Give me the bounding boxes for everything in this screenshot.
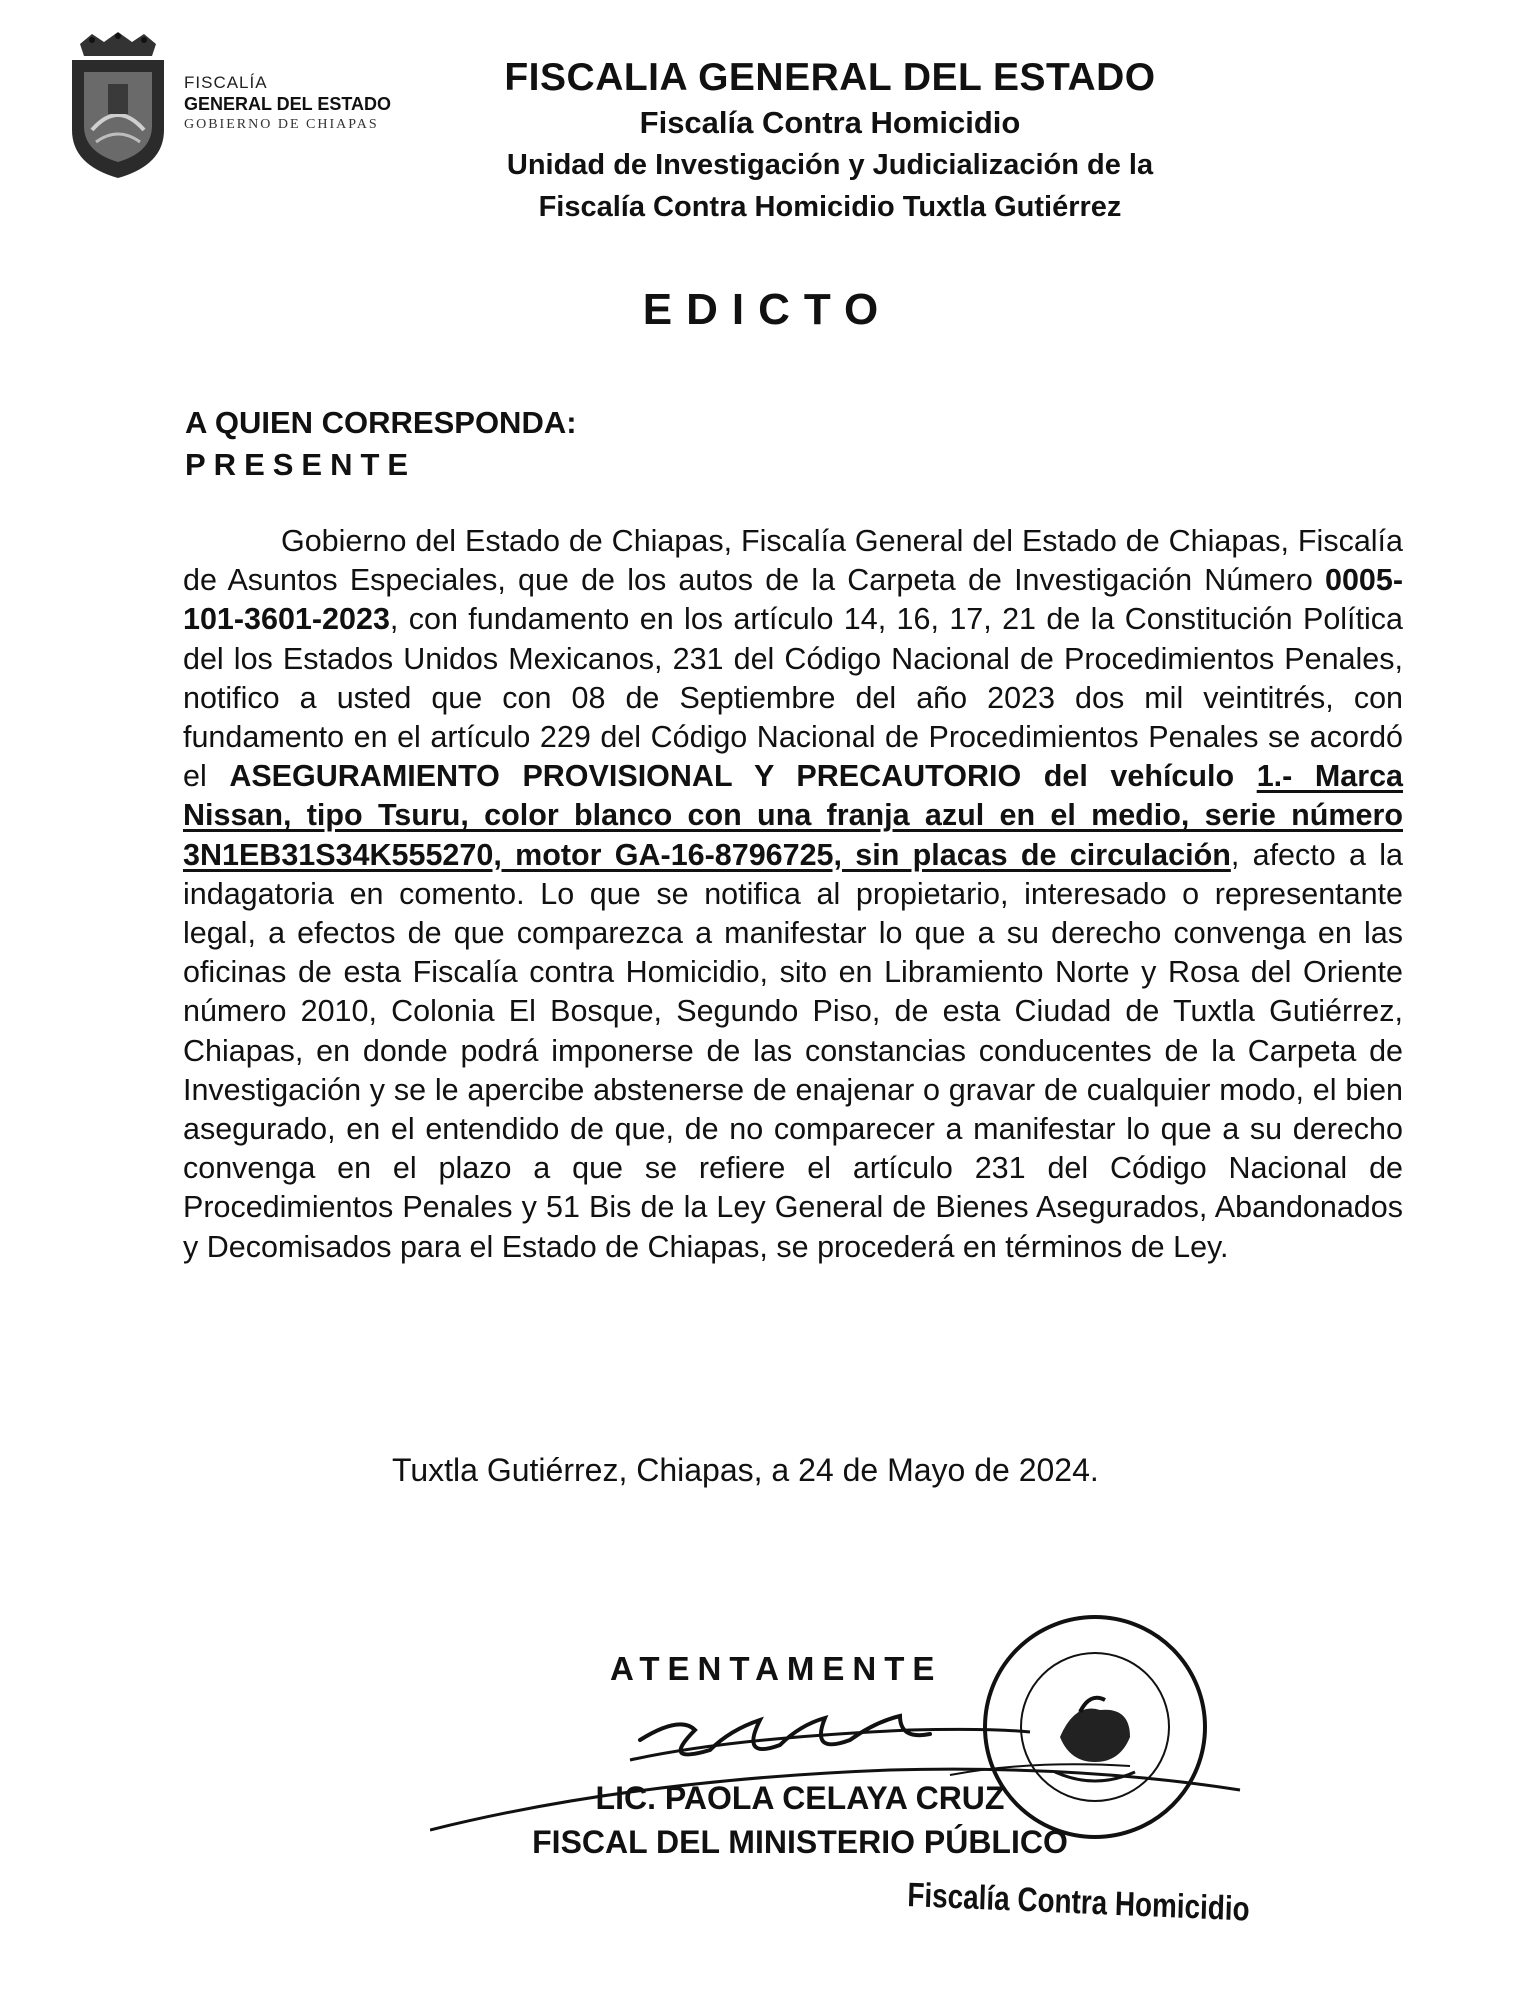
signer-block <box>490 1776 1110 1864</box>
signer-name: LIC. PAOLA CELAYA CRUZ <box>595 1780 1005 1816</box>
logo-line-1: FISCALÍA <box>184 73 268 92</box>
body-part-3: , afecto a la indagatoria en comento. Lo que se notifica al propietario, interesado o representante legal, a efectos de que comparezca a manifestar lo que a su derecho convenga en las oficinas de esta Fiscalía contra Homicidio, sito en Libramiento Norte y Rosa del Oriente número 2010, Colonia El Bosque, Segundo Piso, de esta Ciudad de Tuxtla Gutiérrez, Chiapas, en donde podrá imponerse de las constancias conducentes de la Carpeta de Investigación y se le apercibe abstenerse de enajenar o gravar de cualquier modo, el bien asegurado, en el entendido de que, de no comparecer a manifestar lo que a su derecho convenga en el plazo a que se refiere el artículo 231 del Código Nacional de Procedimientos Penales y 51 Bis de la Ley General de Bienes Asegurados, Abandonados y Decomisados para el Estado de Chiapas, se procederá en términos de Ley. <box>183 837 1404 1264</box>
edict-body <box>183 522 1403 1267</box>
letterhead <box>380 54 1280 228</box>
header-unit-line-2: Fiscalía Contra Homicidio Tuxtla Gutiérrez <box>538 191 1122 223</box>
body-part-1: Gobierno del Estado de Chiapas, Fiscalía General del Estado de Chiapas, Fiscalía de Asuntos Especiales, que de los autos de la Carpeta de Investigación Número <box>183 524 1403 598</box>
place-date: Tuxtla Gutiérrez, Chiapas, a 24 de Mayo de 2024. <box>392 1452 1099 1488</box>
addressee-presente: PRESENTE <box>185 447 417 482</box>
addressee-to: A QUIEN CORRESPONDA: <box>185 405 577 440</box>
body-part-2: , con fundamento en los artículo 14, 16, 17, 21 de la Constitución Política del los Estados Unidos Mexicanos, 231 del Código Nacional de Procedimientos Penales, notifico a usted que con 08 de Septiembre del año 2023 dos mil veintitrés, con fundamento en el artículo 229 del Código Nacional de Procedimientos Penales se acordó el <box>183 602 1403 794</box>
coat-of-arms-icon <box>62 30 174 180</box>
case-number: 0005-101-3601-2023 <box>183 563 1403 637</box>
header-unit-line-1: Unidad de Investigación y Judicialización de la <box>506 149 1154 181</box>
office-stamp: Fiscalía Contra Homicidio <box>906 1876 1251 1929</box>
vehicle-description: 1.- Marca Nissan, tipo Tsuru, color blanco con una franja azul en el medio, serie número 3N1EB31S34K555270, motor GA-16-8796725, sin placas de circulación <box>183 759 1404 872</box>
addressee <box>185 402 577 486</box>
closing: ATENTAMENTE <box>610 1650 943 1687</box>
measure-text: ASEGURAMIENTO PROVISIONAL Y PRECAUTORIO del vehículo <box>229 759 1257 794</box>
header-subtitle: Fiscalía Contra Homicidio <box>639 105 1021 140</box>
document-title: EDICTO <box>642 285 893 334</box>
signer-role: FISCAL DEL MINISTERIO PÚBLICO <box>532 1824 1068 1860</box>
logo-text <box>184 72 391 133</box>
logo-line-3: GOBIERNO DE CHIAPAS <box>184 116 379 132</box>
logo-line-2: GENERAL DEL ESTADO <box>184 94 392 115</box>
header-title: FISCALIA GENERAL DEL ESTADO <box>504 56 1156 99</box>
